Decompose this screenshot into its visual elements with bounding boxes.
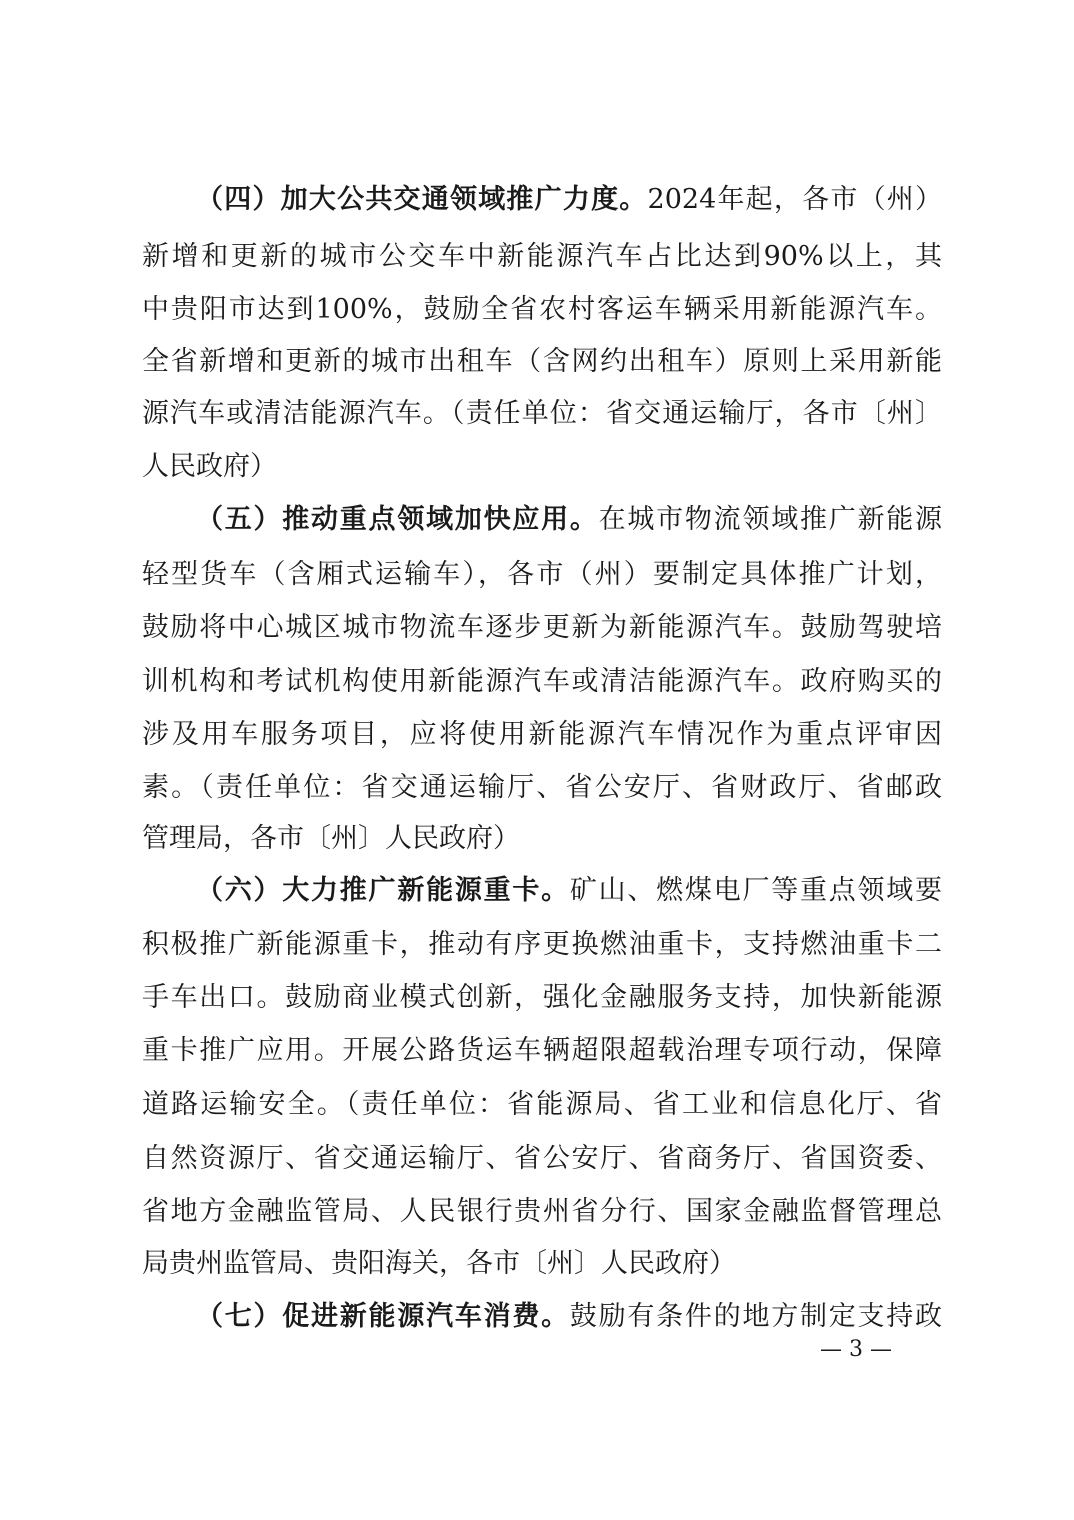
paragraph-6-text: 矿山、燃煤电厂等重点领域要 [569,875,943,906]
paragraph-6-line-7: 省地方金融监管局、人民银行贵州省分行、国家金融监督管理总 [142,1196,942,1227]
paragraph-5-line-2: 轻型货车（含厢式运输车），各市（州）要制定具体推广计划， [142,559,942,590]
paragraph-5-line-7: 管理局，各市〔州〕人民政府） [142,823,520,854]
paragraph-6-line-8: 局贵州监管局、贵阳海关，各市〔州〕人民政府） [142,1248,736,1279]
paragraph-4-line-5: 源汽车或清洁能源汽车。（责任单位：省交通运输厅，各市〔州〕 [142,398,942,429]
paragraph-6-line-1 [196,863,942,919]
paragraph-6-heading: （六）大力推广新能源重卡。 [196,875,570,906]
paragraph-4-line-2: 新增和更新的城市公交车中新能源汽车占比达到90%以上，其 [142,241,942,272]
page-number: — 3 — [820,1337,892,1362]
paragraph-4-heading: （四）加大公共交通领域推广力度。 [196,184,648,215]
paragraph-6-line-6: 自然资源厅、省交通运输厅、省公安厅、省商务厅、省国资委、 [142,1143,942,1174]
paragraph-4-line-1 [196,172,942,228]
paragraph-5-text: 在城市物流领域推广新能源 [598,504,943,535]
paragraph-4-line-3: 中贵阳市达到100%，鼓励全省农村客运车辆采用新能源汽车。 [142,294,942,325]
paragraph-6-line-2: 积极推广新能源重卡，推动有序更换燃油重卡，支持燃油重卡二 [142,929,942,960]
paragraph-7-heading: （七）促进新能源汽车消费。 [196,1301,570,1332]
paragraph-5-line-5: 涉及用车服务项目，应将使用新能源汽车情况作为重点评审因 [142,719,942,750]
paragraph-5-line-6: 素。（责任单位：省交通运输厅、省公安厅、省财政厅、省邮政 [142,772,942,803]
paragraph-6-line-4: 重卡推广应用。开展公路货运车辆超限超载治理专项行动，保障 [142,1035,942,1066]
paragraph-5-line-3: 鼓励将中心城区城市物流车逐步更新为新能源汽车。鼓励驾驶培 [142,612,942,643]
paragraph-6-line-5: 道路运输安全。（责任单位：省能源局、省工业和信息化厅、省 [142,1089,942,1120]
paragraph-4-line-4: 全省新增和更新的城市出租车（含网约出租车）原则上采用新能 [142,346,942,377]
paragraph-4-text: 2024年起，各市（州） [647,184,943,215]
paragraph-6-line-3: 手车出口。鼓励商业模式创新，强化金融服务支持，加快新能源 [142,982,942,1013]
paragraph-5-line-1 [196,492,942,548]
paragraph-5-heading: （五）推动重点领域加快应用。 [196,504,599,535]
paragraph-5-line-4: 训机构和考试机构使用新能源汽车或清洁能源汽车。政府购买的 [142,666,942,697]
paragraph-7-text: 鼓励有条件的地方制定支持政 [569,1301,943,1332]
paragraph-4-line-6: 人民政府） [142,451,277,482]
